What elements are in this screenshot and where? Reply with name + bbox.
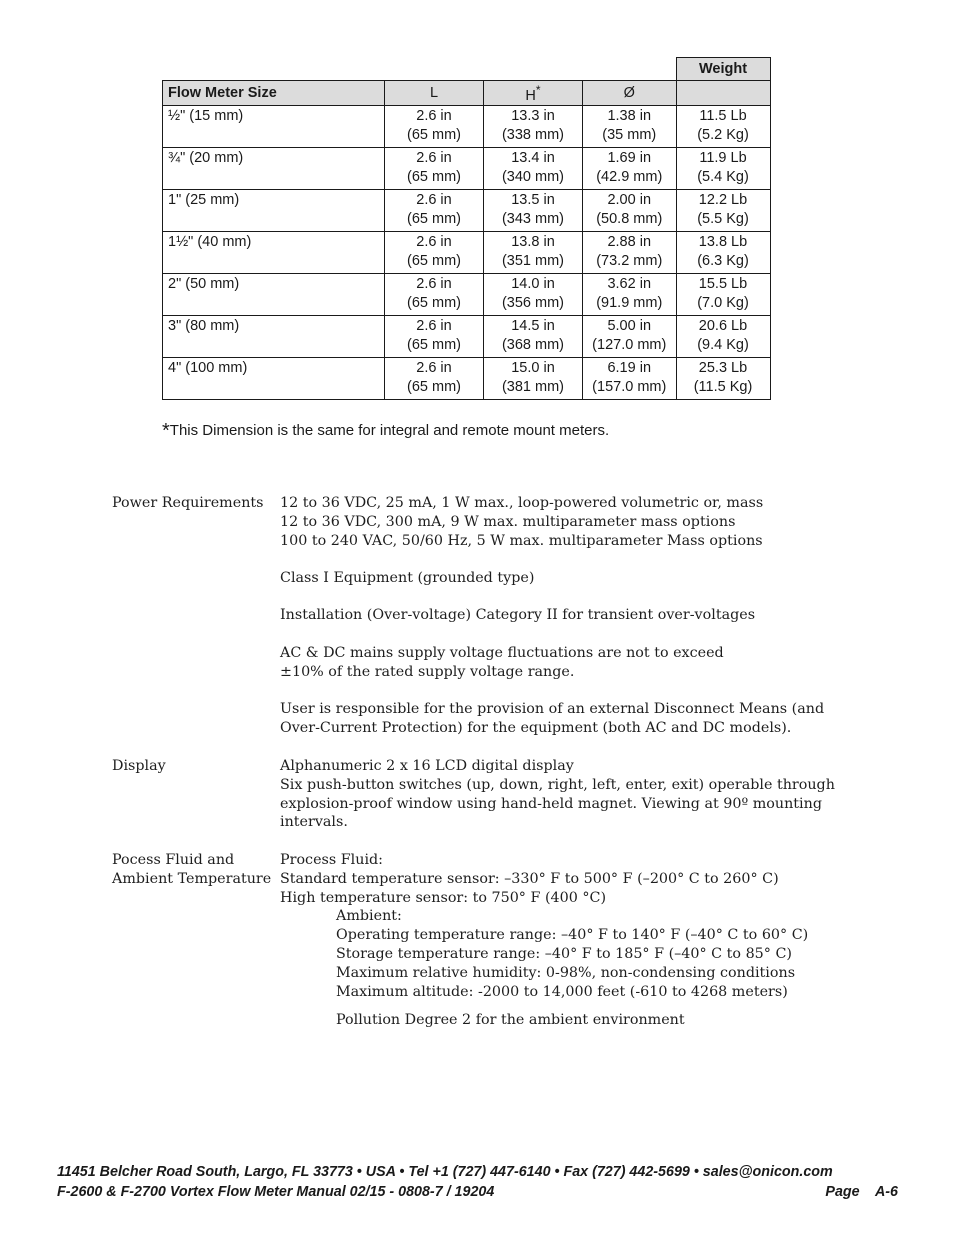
process-fluid-label: Pocess Fluid and Ambient Temperature — [112, 852, 272, 887]
weight-subheader — [676, 81, 770, 106]
altitude: Maximum altitude: -2000 to 14,000 feet (-610 to 4268 meters) — [336, 983, 788, 1000]
size-cell: 2" (50 mm) — [163, 274, 385, 316]
humidity: Maximum relative humidity: 0-98%, non-condensing conditions — [336, 964, 796, 981]
power-label: Power Requirements — [112, 495, 264, 511]
installation-category: Installation (Over-voltage) Category II for transient over-voltages — [280, 607, 756, 624]
mains-fluctuation-1: AC & DC mains supply voltage fluctuations are not to exceed — [280, 644, 724, 661]
length-cell: 2.6 in (65 mm) — [385, 316, 484, 358]
process-fluid-section — [112, 851, 852, 1041]
power-line-1: 12 to 36 VDC, 25 mA, 1 W max., loop-powered volumetric or, mass — [280, 495, 764, 511]
size-cell: ¾" (20 mm) — [163, 148, 385, 190]
length-cell: 2.6 in (65 mm) — [385, 232, 484, 274]
dimensions-table — [162, 57, 771, 400]
weight-cell: 11.5 Lb (5.2 Kg) — [676, 106, 770, 148]
h-header: H* — [484, 81, 583, 106]
equipment-class: Class I Equipment (grounded type) — [280, 569, 535, 586]
user-responsibility-2: Over-Current Protection) for the equipment (both AC and DC models). — [280, 719, 792, 736]
display-label: Display — [112, 758, 166, 774]
display-line-3: explosion-proof window using hand-held magnet. Viewing at 90º mounting — [280, 795, 822, 812]
weight-header: Weight — [676, 58, 770, 81]
weight-cell: 12.2 Lb (5.5 Kg) — [676, 190, 770, 232]
length-cell: 2.6 in (65 mm) — [385, 358, 484, 400]
high-sensor: High temperature sensor: to 750° F (400 °C) — [280, 889, 607, 906]
standard-sensor: Standard temperature sensor: –330° F to 500° F (–200° C to 260° C) — [280, 870, 779, 887]
footer-address: 11451 Belcher Road South, Largo, FL 33773 • USA • Tel +1 (727) 447-6140 • Fax (727) 442-5699 • sales@onicon.com — [57, 1164, 833, 1180]
storage-range: Storage temperature range: –40° F to 185° F (–40° C to 85° C) — [336, 945, 792, 962]
diameter-cell: 2.88 in (73.2 mm) — [583, 232, 677, 274]
diameter-cell: 1.69 in (42.9 mm) — [583, 148, 677, 190]
ambient-heading: Ambient: — [336, 908, 402, 925]
power-line-2: 12 to 36 VDC, 300 mA, 9 W max. multiparameter mass options — [280, 513, 736, 530]
table-row — [163, 274, 771, 316]
length-cell: 2.6 in (65 mm) — [385, 148, 484, 190]
table-row — [163, 316, 771, 358]
display-section — [112, 757, 852, 837]
length-cell: 2.6 in (65 mm) — [385, 190, 484, 232]
diameter-header: Ø — [583, 81, 677, 106]
user-responsibility-1: User is responsible for the provision of an external Disconnect Means (and — [280, 700, 825, 717]
diameter-cell: 2.00 in (50.8 mm) — [583, 190, 677, 232]
height-cell: 13.5 in (343 mm) — [484, 190, 583, 232]
pollution-degree: Pollution Degree 2 for the ambient environment — [336, 1012, 685, 1029]
table-row — [163, 358, 771, 400]
power-line-3: 100 to 240 VAC, 50/60 Hz, 5 W max. multiparameter Mass options — [280, 532, 763, 549]
weight-cell: 25.3 Lb (11.5 Kg) — [676, 358, 770, 400]
table-row — [163, 148, 771, 190]
table-footnote: *This Dimension is the same for integral and remote mount meters. — [162, 420, 610, 442]
diameter-cell: 5.00 in (127.0 mm) — [583, 316, 677, 358]
size-cell: 1½" (40 mm) — [163, 232, 385, 274]
size-cell: 1" (25 mm) — [163, 190, 385, 232]
length-cell: 2.6 in (65 mm) — [385, 106, 484, 148]
table-row — [163, 232, 771, 274]
process-fluid-heading: Process Fluid: — [280, 852, 383, 868]
footer-manual — [57, 1183, 898, 1201]
table-header-row — [163, 81, 771, 106]
height-cell: 13.4 in (340 mm) — [484, 148, 583, 190]
length-cell: 2.6 in (65 mm) — [385, 274, 484, 316]
height-cell: 13.3 in (338 mm) — [484, 106, 583, 148]
size-cell: 4" (100 mm) — [163, 358, 385, 400]
diameter-cell: 3.62 in (91.9 mm) — [583, 274, 677, 316]
weight-cell: 13.8 Lb (6.3 Kg) — [676, 232, 770, 274]
height-cell: 13.8 in (351 mm) — [484, 232, 583, 274]
table-row — [163, 106, 771, 148]
display-line-4: intervals. — [280, 814, 348, 831]
display-line-2: Six push-button switches (up, down, right, left, enter, exit) operable through — [280, 776, 835, 793]
size-cell: 3" (80 mm) — [163, 316, 385, 358]
display-line-1: Alphanumeric 2 x 16 LCD digital display — [280, 758, 574, 774]
footer-manual-title: F-2600 & F-2700 Vortex Flow Meter Manual 02/15 - 0808-7 / 19204 — [57, 1184, 495, 1200]
weight-cell: 11.9 Lb (5.4 Kg) — [676, 148, 770, 190]
weight-cell: 20.6 Lb (9.4 Kg) — [676, 316, 770, 358]
diameter-cell: 1.38 in (35 mm) — [583, 106, 677, 148]
height-cell: 15.0 in (381 mm) — [484, 358, 583, 400]
page-number: Page A-6 — [825, 1184, 898, 1200]
height-cell: 14.5 in (368 mm) — [484, 316, 583, 358]
l-header: L — [385, 81, 484, 106]
table-row — [163, 190, 771, 232]
height-cell: 14.0 in (356 mm) — [484, 274, 583, 316]
size-cell: ½" (15 mm) — [163, 106, 385, 148]
size-header: Flow Meter Size — [163, 81, 385, 106]
diameter-cell: 6.19 in (157.0 mm) — [583, 358, 677, 400]
weight-cell: 15.5 Lb (7.0 Kg) — [676, 274, 770, 316]
operating-range: Operating temperature range: –40° F to 140° F (–40° C to 60° C) — [336, 927, 809, 944]
power-requirements-section — [112, 494, 852, 754]
mains-fluctuation-2: ±10% of the rated supply voltage range. — [280, 663, 575, 680]
